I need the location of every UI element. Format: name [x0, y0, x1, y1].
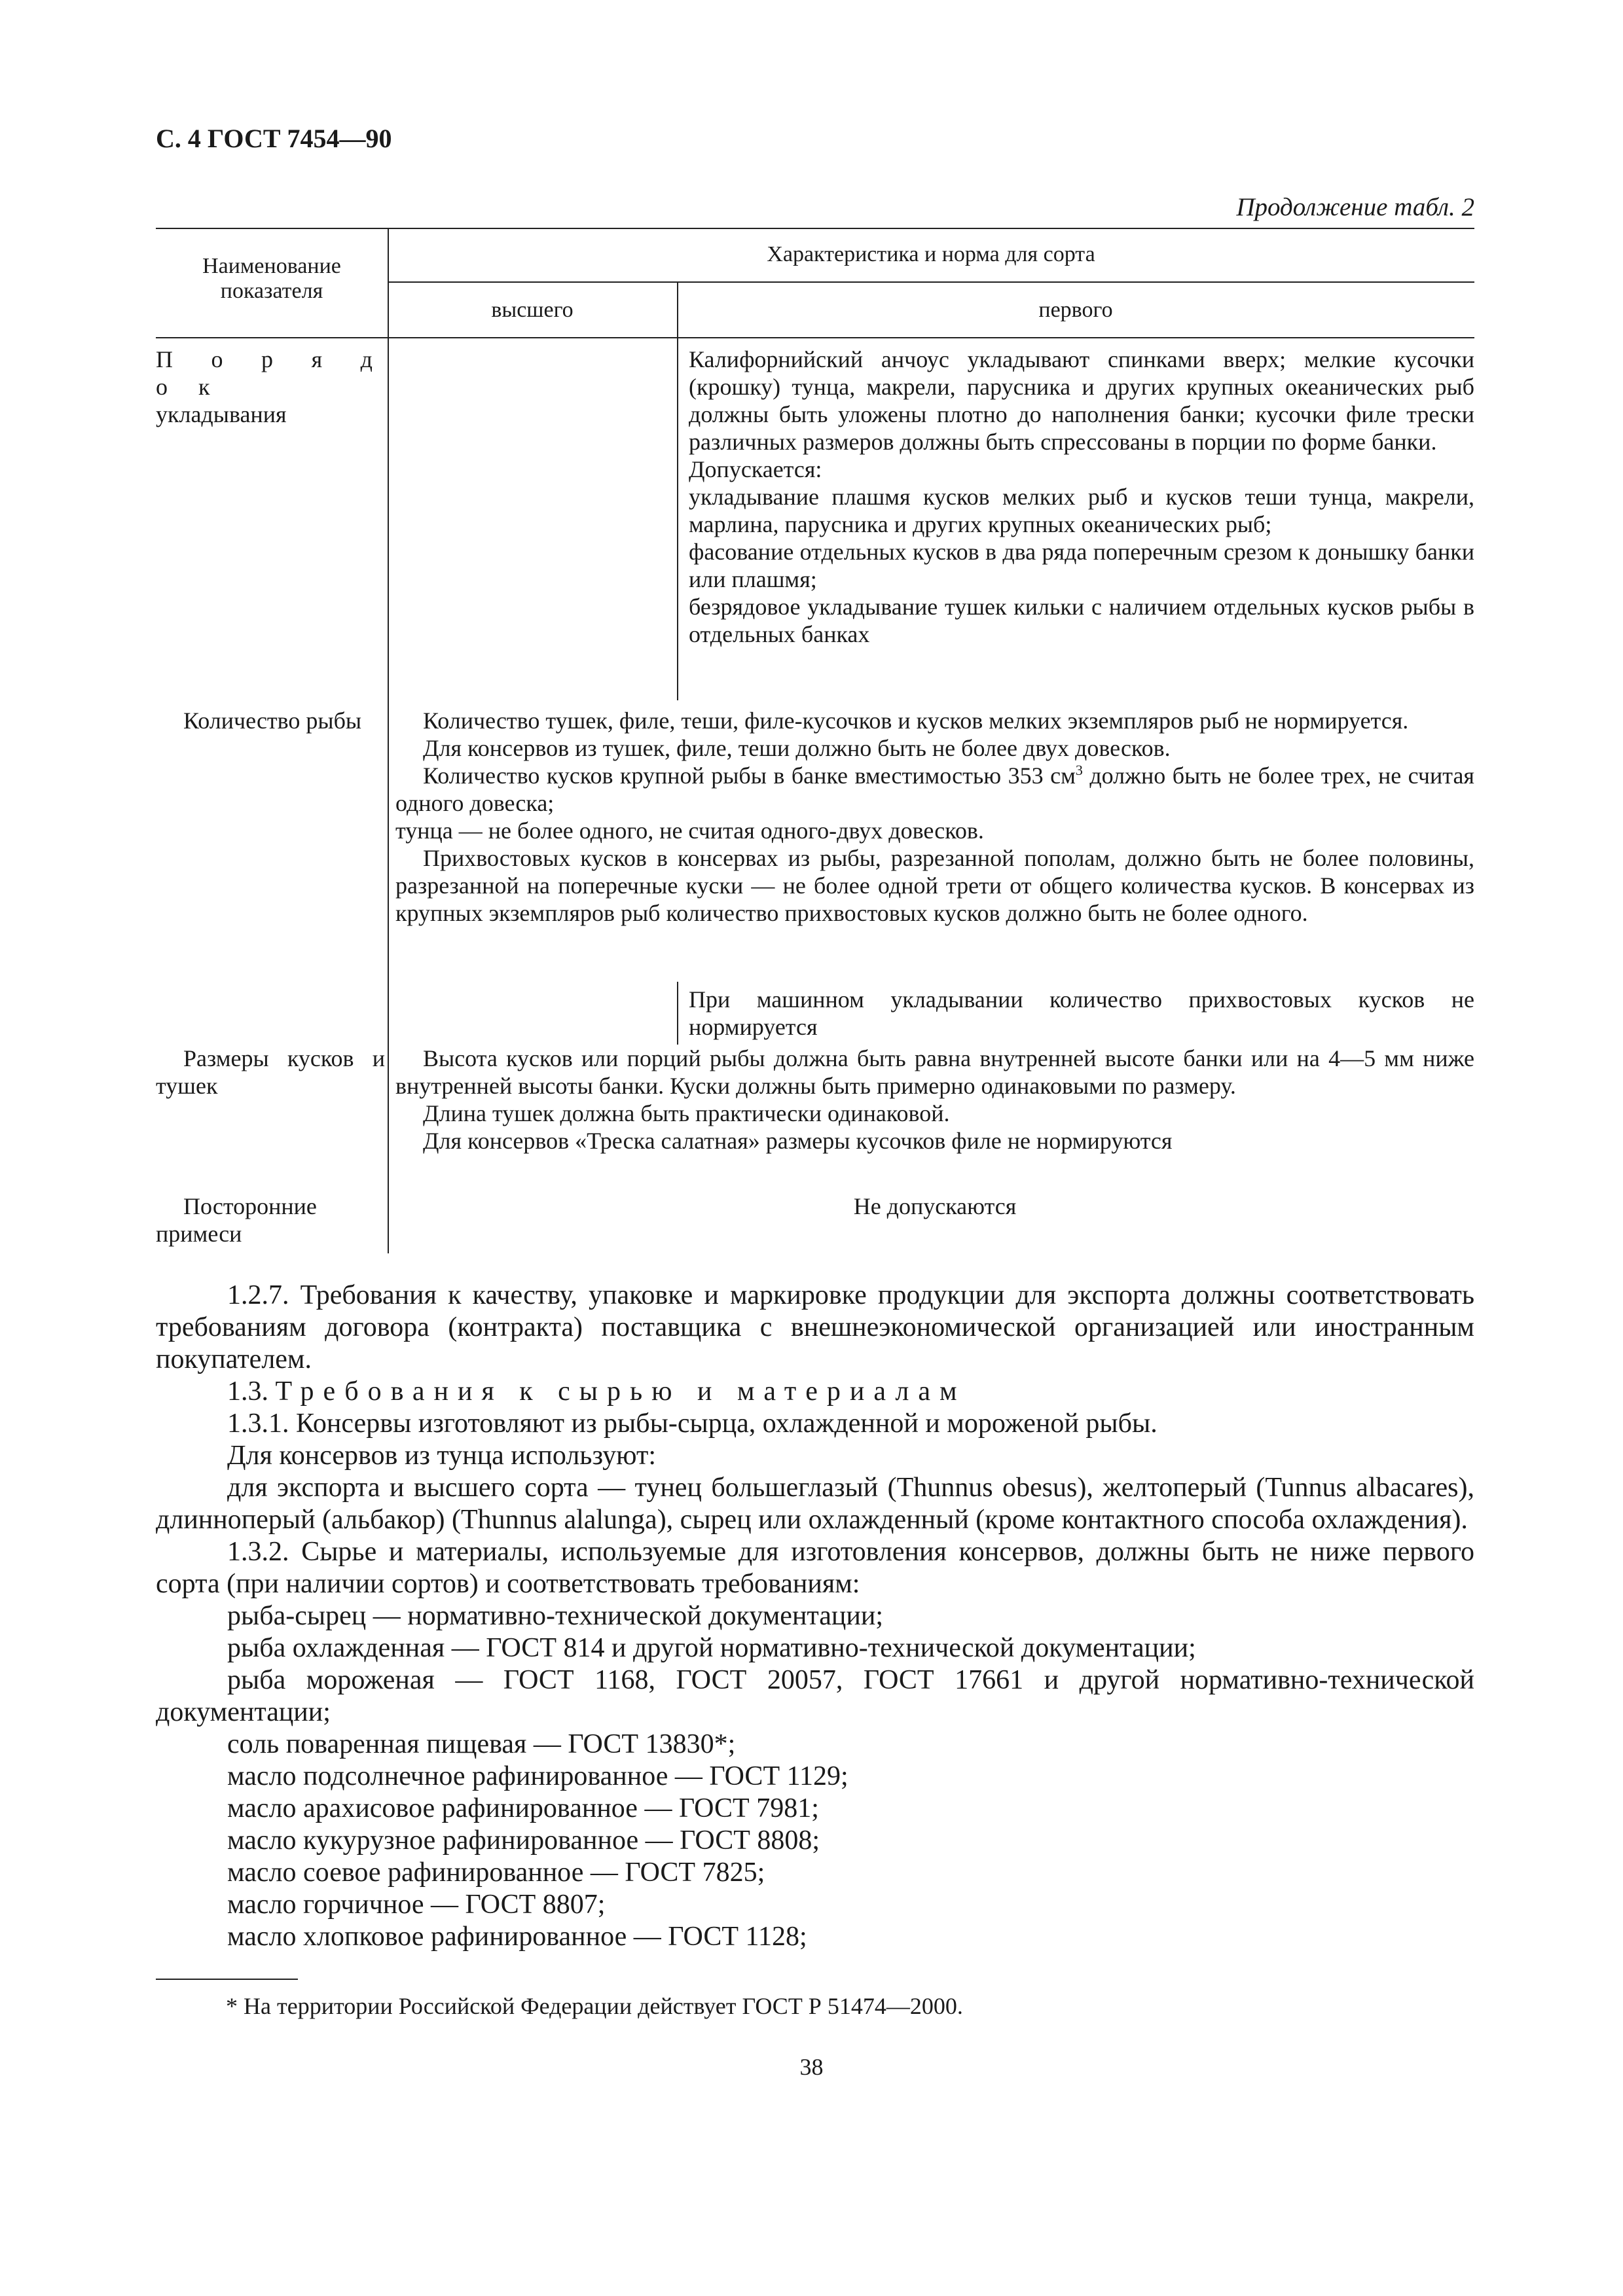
row-label-impurities-text: Посторонние примеси [156, 1193, 317, 1247]
impurities-text: Не допускаются [853, 1193, 1017, 1219]
material-item: масло подсолнечное рафинированное — ГОСТ 1129; [227, 1761, 848, 1791]
col-header-first-grade [677, 298, 1474, 323]
sizes-paragraph: Длина тушек должна быть практически одинаковой. [423, 1100, 950, 1126]
cubic-superscript: 3 [1075, 762, 1083, 778]
col-header-characteristic [388, 242, 1474, 267]
order-paragraph: Допускается: [689, 456, 822, 482]
clause-1-3-2: 1.3.2. Сырье и материалы, используемые для изготовления консервов, должны быть не ниже первого сорта (при наличии сортов) и соответствовать требованиям: [156, 1537, 1474, 1599]
cell-order-first-grade [689, 346, 1474, 648]
page-number: 38 [799, 2054, 824, 2080]
order-paragraph: Калифорнийский анчоус укладывают спинками вверх; мелкие кусочки (крошку) тунца, макрели, парусника и других крупных океанических рыб должны быть уложены плотно до наполнения банки; кусочки филе трески различных размеров должны быть спрессованы в порции по форме банки. [689, 346, 1474, 455]
table-col2-divider-machine [677, 982, 678, 1045]
col-header-name-text: Наименование показателя [202, 254, 341, 303]
section-1-3-title: Требования к сырью и материалам [275, 1376, 966, 1407]
material-item: масло кукурузное рафинированное — ГОСТ 8808; [227, 1825, 820, 1856]
col-header-first-grade-text: первого [1038, 298, 1113, 322]
material-item: масло хлопковое рафинированное — ГОСТ 1128; [227, 1922, 807, 1952]
quantity-paragraph: Для консервов из тушек, филе, теши должно быть не более двух довесков. [423, 735, 1171, 761]
cell-sizes-common [395, 1045, 1474, 1155]
table-col2-divider-order [677, 337, 678, 700]
section-1-3-number: 1.3. [227, 1376, 268, 1407]
quantity-paragraph: тунца — не более одного, не считая одного-двух довесков. [395, 817, 984, 844]
footnote: * На территории Российской Федерации действует ГОСТ Р 51474—2000. [226, 1993, 963, 2019]
table-top-rule [156, 228, 1474, 229]
quantity-volume-text: Количество кусков крупной рыбы в банке вместимостью 353 см [423, 762, 1076, 789]
row-label-sizes-text: Размеры кусков и тушек [156, 1045, 385, 1099]
sizes-paragraph: Для консервов «Треска салатная» размеры кусочков филе не нормируются [423, 1128, 1173, 1154]
table-header-bottom-rule [156, 337, 1474, 338]
material-item: соль поваренная пищевая — ГОСТ 13830*; [227, 1729, 736, 1759]
footnote-rule [156, 1979, 298, 1980]
col-header-high-grade-text: высшего [491, 298, 574, 322]
material-item: масло соевое рафинированное — ГОСТ 7825; [227, 1857, 765, 1888]
cell-impurities [395, 1193, 1474, 1220]
sizes-paragraph: Высота кусков или порций рыбы должна быть равна внутренней высоте банки или на 4—5 мм ниже внутренней высоты банки. Куски должны быть примерно одинаковыми по размеру. [395, 1045, 1474, 1099]
body-text [156, 1280, 1474, 1953]
quantity-first-grade-text: При машинном укладывании количество прихвостовых кусков не нормируется [689, 986, 1474, 1040]
row-label-impurities [156, 1193, 385, 1247]
table-col1-divider [388, 228, 389, 1253]
row-label-quantity-text: Количество рыбы [183, 708, 362, 734]
col-header-high-grade [388, 298, 677, 323]
clause-1-3-1-tuna-intro: Для консервов из тунца используют: [227, 1441, 657, 1471]
section-1-3-heading [156, 1376, 1474, 1408]
material-item: рыба охлажденная — ГОСТ 814 и другой нормативно-технической документации; [227, 1633, 1196, 1663]
row-label-order-line1: П о р я д о к [156, 346, 385, 400]
clause-1-3-1-tuna-species: для экспорта и высшего сорта — тунец большеглазый (Thunnus obesus), желтоперый (Tunnus albacares), длинноперый (альбакор) (Thunnus alalunga), сырец или охлажденный (кроме контактного способа охлаждения). [156, 1473, 1474, 1535]
row-label-quantity [156, 707, 385, 734]
quantity-paragraph: Прихвостовых кусков в консервах из рыбы, разрезанной пополам, должно быть не более половины, разрезанной на поперечные куски — не более одной трети от общего количества кусков. В консервах из крупных экземпляров рыб количество прихвостовых кусков должно быть не более одного. [395, 845, 1474, 926]
table-subheader-rule [388, 281, 1474, 283]
quantity-paragraph: Количество тушек, филе, теши, филе-кусочков и кусков мелких экземпляров рыб не нормируется. [423, 708, 1409, 734]
material-item: рыба мороженая — ГОСТ 1168, ГОСТ 20057, ГОСТ 17661 и другой нормативно-технической документации; [156, 1665, 1474, 1727]
page-header: С. 4 ГОСТ 7454—90 [156, 124, 392, 153]
material-item: масло арахисовое рафинированное — ГОСТ 7981; [227, 1793, 819, 1823]
material-item: масло горчичное — ГОСТ 8807; [227, 1890, 606, 1920]
cell-quantity-common [395, 707, 1474, 927]
quantity-paragraph-volume [395, 762, 1474, 817]
clause-1-3-1: 1.3.1. Консервы изготовляют из рыбы-сырца, охлажденной и мороженой рыбы. [227, 1408, 1158, 1439]
clause-1-2-7: 1.2.7. Требования к качеству, упаковке и маркировке продукции для экспорта должны соответствовать требованиям договора (контракта) поставщика с внешнеэкономической организацией или иностранным покупателем. [156, 1280, 1474, 1374]
col-header-name [156, 254, 388, 304]
order-paragraph: укладывание плашмя кусков мелких рыб и кусков теши тунца, макрели, марлина, парусника и других крупных океанических рыб; [689, 484, 1474, 537]
order-paragraph: безрядовое укладывание тушек кильки с наличием отдельных кусков рыбы в отдельных банках [689, 594, 1474, 647]
order-paragraph: фасование отдельных кусков в два ряда поперечным срезом к донышку банки или плашмя; [689, 539, 1474, 592]
col-header-characteristic-text: Характеристика и норма для сорта [767, 242, 1095, 266]
row-label-sizes [156, 1045, 385, 1100]
cell-quantity-first-grade [689, 986, 1474, 1041]
quantity-volume-text-end: должно быть не более трех, не считая одного довеска; [395, 762, 1474, 816]
row-label-order-line2: укладывания [156, 401, 287, 427]
table-continuation-label: Продолжение табл. 2 [1236, 193, 1474, 221]
row-label-order [156, 346, 385, 428]
material-item: рыба-сырец — нормативно-технической документации; [227, 1601, 884, 1631]
